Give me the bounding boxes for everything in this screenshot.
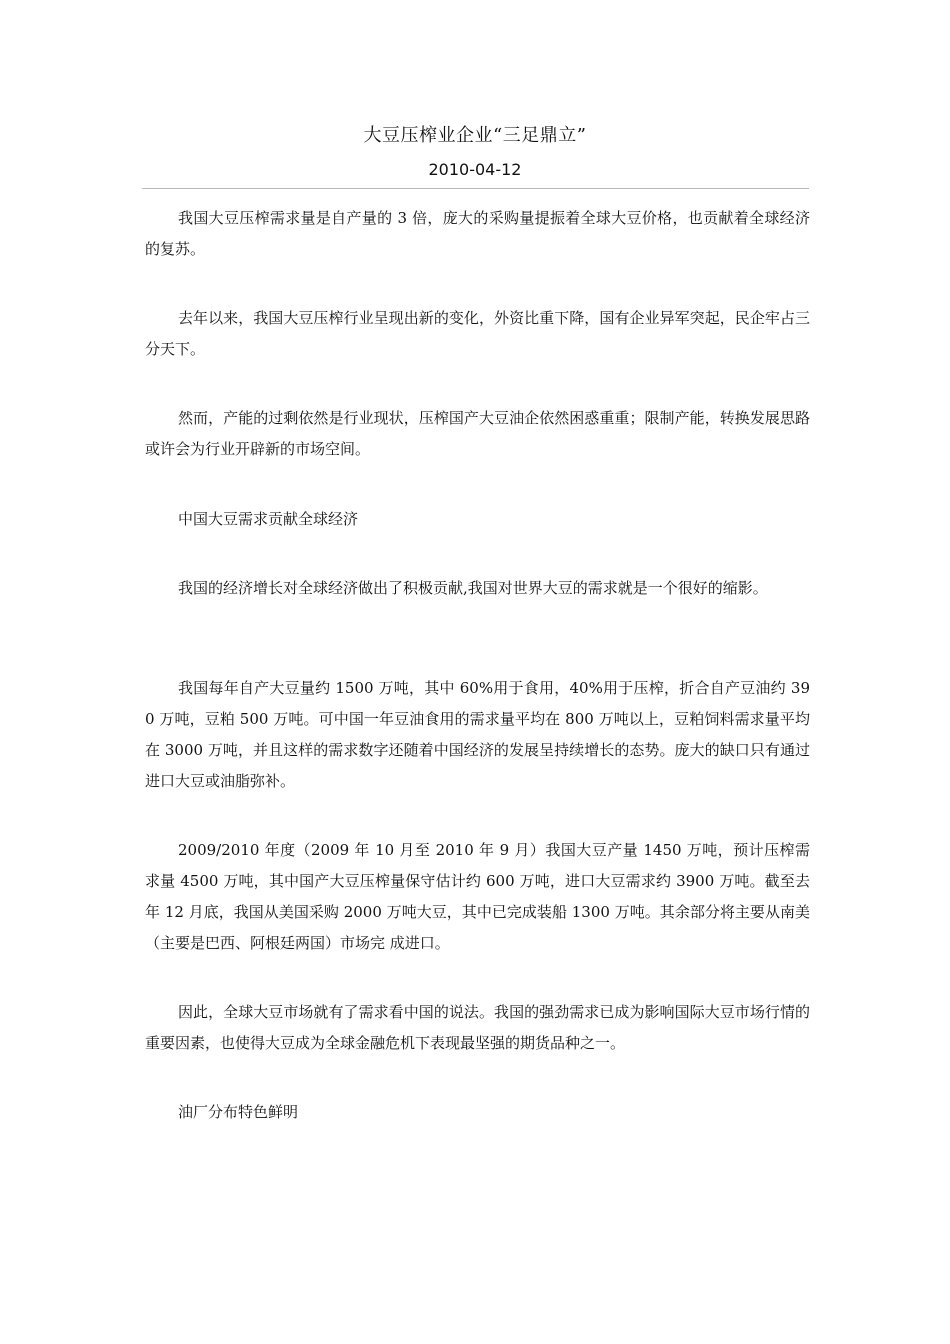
paragraph-2: 去年以来，我国大豆压榨行业呈现出新的变化，外资比重下降，国有企业异军突起，民企牢占三分天下。 xyxy=(145,309,810,358)
section-heading-demand: 中国大豆需求贡献全球经济 xyxy=(178,510,359,528)
paragraph-4: 我国的经济增长对全球经济做出了积极贡献,我国对世界大豆的需求就是一个很好的缩影。 xyxy=(178,579,768,597)
paragraph-7: 因此，全球大豆市场就有了需求看中国的说法。我国的强劲需求已成为影响国际大豆市场行情的重要因素，也使得大豆成为全球金融危机下表现最坚强的期货品种之一。 xyxy=(145,1003,810,1052)
paragraph-5: 我国每年自产大豆量约 1500 万吨，其中 60%用于食用，40%用于压榨，折合自产豆油约 390 万吨，豆粕 500 万吨。可中国一年豆油食用的需求量平均在 800 万吨以上，豆粕饲料需求量平均在 3000 万吨，并且这样的需求数字还随着中国经济的发展呈持续增长的态势。庞大的缺口只有通过进口大豆或油脂弥补。 xyxy=(145,679,810,790)
paragraph-6: 2009/2010 年度（2009 年 10 月至 2010 年 9 月）我国大豆产量 1450 万吨，预计压榨需求量 4500 万吨，其中国产大豆压榨量保守估计约 600 万吨，进口大豆需求约 3900 万吨。截至去年 12 月底，我国从美国采购 2000 万吨大豆，其中已完成装船 1300 万吨。其余部分将主要从南美（主要是巴西、阿根廷两国）市场完 成进口。 xyxy=(145,841,810,952)
article-title: 大豆压榨业企业“三足鼎立” xyxy=(363,125,587,146)
paragraph-3: 然而，产能的过剩依然是行业现状，压榨国产大豆油企依然困惑重重；限制产能，转换发展思路或许会为行业开辟新的市场空间。 xyxy=(145,409,810,458)
article-date: 2010-04-12 xyxy=(428,160,522,179)
title-divider xyxy=(142,188,809,189)
section-heading-plants: 油厂分布特色鲜明 xyxy=(178,1103,299,1121)
paragraph-1: 我国大豆压榨需求量是自产量的 3 倍，庞大的采购量提振着全球大豆价格，也贡献着全球经济的复苏。 xyxy=(145,209,810,258)
